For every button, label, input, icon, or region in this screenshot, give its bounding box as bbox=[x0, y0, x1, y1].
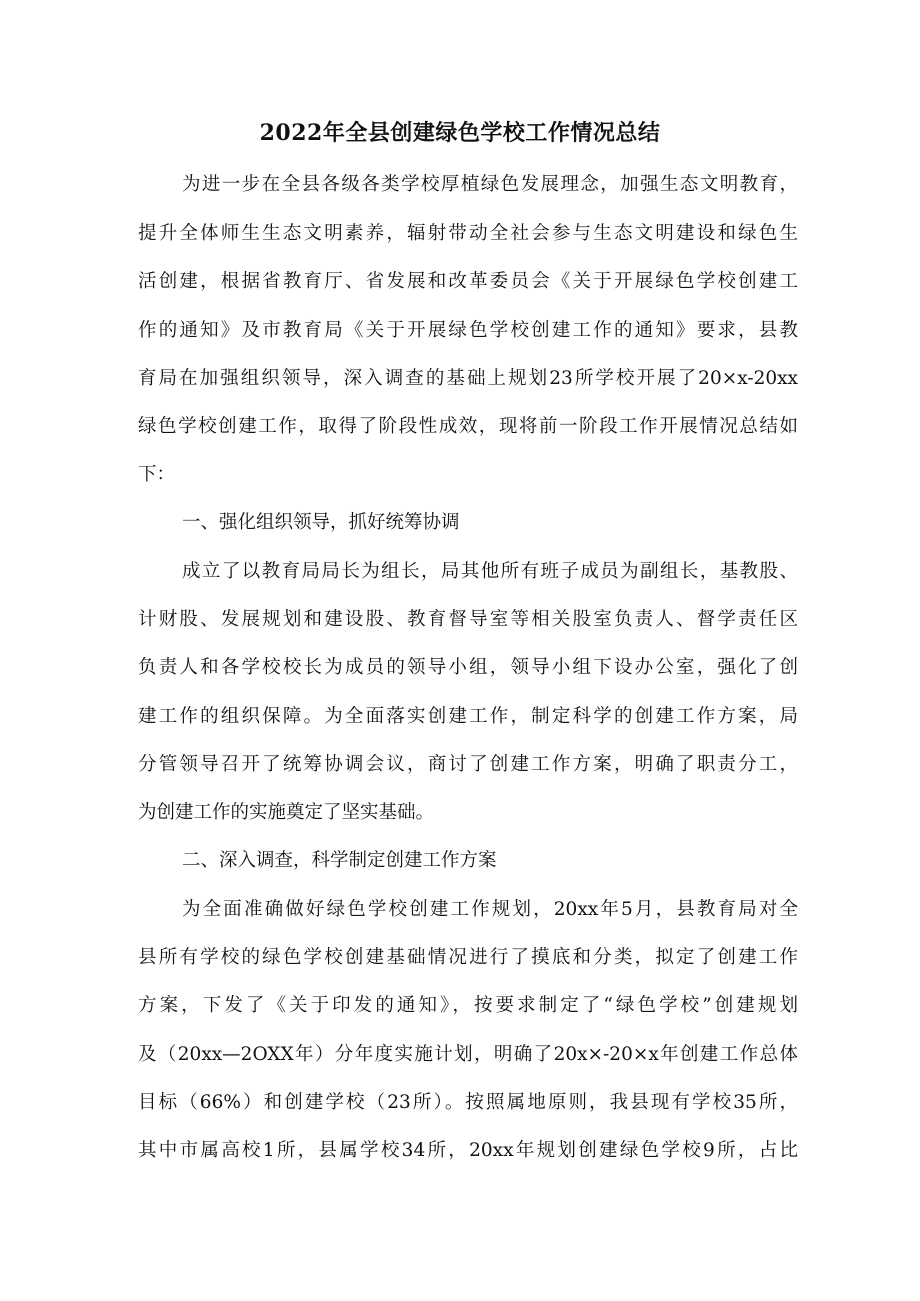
paragraph-line: 下： bbox=[138, 464, 176, 485]
paragraph-line: 计财股、发展规划和建设股、教育督导室等相关股室负责人、督学责任区 bbox=[138, 609, 798, 630]
paragraph-line: 负责人和各学校校长为成员的领导小组，领导小组下设办公室，强化了创 bbox=[138, 657, 798, 678]
document-title: 2022年全县创建绿色学校工作情况总结 bbox=[259, 120, 661, 146]
paragraph-line: 方案，下发了《关于印发的通知》，按要求制定了“绿色学校”创建规划 bbox=[138, 995, 798, 1016]
paragraph-line: 绿色学校创建工作，取得了阶段性成效，现将前一阶段工作开展情况总结如 bbox=[138, 416, 798, 437]
paragraph-line: 提升全体师生生态文明素养，辐射带动全社会参与生态文明建设和绿色生 bbox=[138, 223, 798, 244]
paragraph-line: 为进一步在全县各级各类学校厚植绿色发展理念，加强生态文明教育， bbox=[182, 174, 798, 195]
paragraph-line: 为全面准确做好绿色学校创建工作规划，20xx年5月，县教育局对全 bbox=[182, 899, 798, 920]
paragraph-line: 为创建工作的实施奠定了坚实基础。 bbox=[138, 802, 435, 823]
paragraph-line: 作的通知》及市教育局《关于开展绿色学校创建工作的通知》要求，县教 bbox=[138, 320, 798, 341]
paragraph-line: 成立了以教育局局长为组长，局其他所有班子成员为副组长，基教股、 bbox=[182, 561, 798, 582]
paragraph-line: 其中市属高校1所，县属学校34所，20xx年规划创建绿色学校9所，占比 bbox=[138, 1140, 798, 1161]
section-heading: 二、深入调查，科学制定创建工作方案 bbox=[182, 850, 497, 871]
paragraph-line: 活创建，根据省教育厅、省发展和改革委员会《关于开展绿色学校创建工 bbox=[138, 271, 798, 292]
paragraph-line: 及（20xx—2OXX年）分年度实施计划，明确了20x×-20×x年创建工作总体 bbox=[138, 1044, 798, 1065]
paragraph-line: 建工作的组织保障。为全面落实创建工作，制定科学的创建工作方案，局 bbox=[138, 706, 798, 727]
paragraph-line: 育局在加强组织领导，深入调查的基础上规划23所学校开展了20×x-20xx bbox=[138, 368, 798, 389]
paragraph-line: 县所有学校的绿色学校创建基础情况进行了摸底和分类，拟定了创建工作 bbox=[138, 947, 798, 968]
paragraph-line: 分管领导召开了统筹协调会议，商讨了创建工作方案，明确了职责分工， bbox=[138, 754, 798, 775]
section-heading: 一、强化组织领导，抓好统筹协调 bbox=[182, 512, 460, 533]
paragraph-line: 目标（66%）和创建学校（23所）。按照属地原则，我县现有学校35所， bbox=[138, 1092, 798, 1113]
